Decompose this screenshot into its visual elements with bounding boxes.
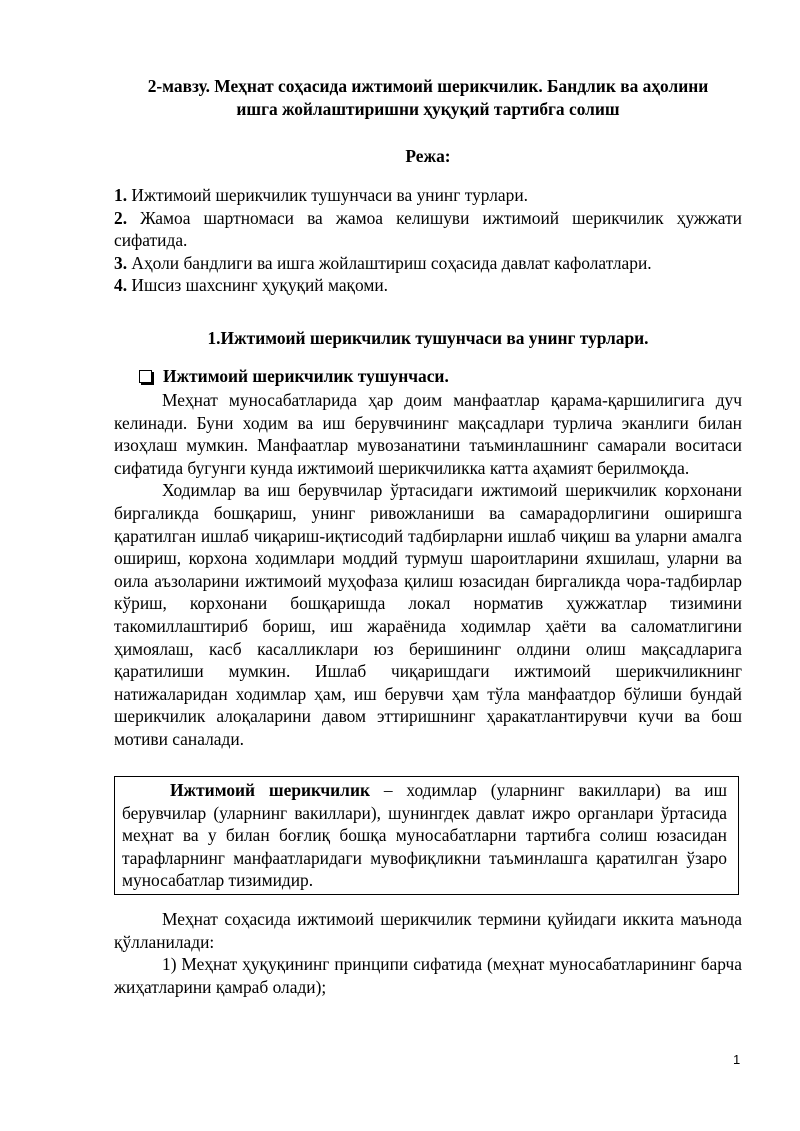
title-line-2: ишга жойлаштиришни ҳуқуқий тартибга солиш: [236, 98, 620, 119]
plan-item-3: [114, 252, 742, 275]
plan-item-number: 1.: [114, 185, 128, 205]
numbered-paragraph: 1) Меҳнат ҳуқуқининг принципи сифатида (меҳнат муносабатларининг барча жиҳатларини қамраб олади);: [114, 954, 742, 997]
subsection-heading: [139, 365, 449, 388]
paragraph: Меҳнат муносабатларида ҳар доим манфаатлар қарама-қаршилигига дуч келинади. Буни ходим ва иш берувчининг мақсадлари турлича эканлиги билан изоҳлаш мумкин. Манфаатлар мувозанатини таъминлашнинг самарали воситаси сифатида бугунги кунда ижтимоий шерикчиликка катта аҳамият берилмоқда.: [114, 390, 742, 478]
section-heading: 1.Ижтимоий шерикчилик тушунчаси ва унинг турлари.: [207, 328, 649, 348]
plan-item-4: [114, 274, 742, 297]
title-line-1: 2-мавзу. Меҳнат соҳасида ижтимоий шерикчилик. Бандлик ва аҳолини: [147, 76, 709, 96]
subsection-heading-text: Ижтимоий шерикчилик тушунчаси.: [163, 366, 449, 386]
definition-text: – ходимлар (уларнинг вакиллари) ва иш берувчилар (уларнинг вакиллари), шунингдек давлат ижро органлари ўртасида меҳнат ва у билан боғлиқ бошқа муносабатларни тартибга солиш юзасидан тарафларнинг манфаатларидаги мувофиқликни таъминлашга қаратилган ўзаро муносабатлар тизимидир.: [122, 780, 727, 891]
plan-list: [114, 184, 742, 297]
section-body: [114, 389, 742, 751]
definition-term: Ижтимоий шерикчилик: [170, 780, 370, 800]
plan-item-text: Ижтимоий шерикчилик тушунчаси ва унинг турлари.: [127, 185, 528, 205]
plan-item-1: [114, 184, 742, 207]
paragraph: Меҳнат соҳасида ижтимоий шерикчилик термини қуйидаги иккита маънода қўлланилади:: [114, 909, 742, 952]
definition-box: [114, 776, 739, 895]
plan-item-number: 4.: [114, 275, 128, 296]
plan-item-number: 2.: [114, 207, 128, 228]
paragraph: Ходимлар ва иш берувчилар ўртасидаги ижтимоий шерикчилик корхонани биргаликда бошқариш, унинг ривожланиши ва самарадорлигини оширишга қаратилган ишлаб чиқариш-иқтисодий тадбирларни ишлаб чиқиш ва уларни амалга ошириш, корхона ходимлари моддий турмуш шароитларини яхшилаш, уларни ва оила аъзоларини ижтимоий муҳофаза қилиш юзасидан биргаликда чора-тадбирлар кўриш, корхонани бошқаришда локал норматив ҳужжатлар тизимини такомиллаштириб бориш, иш жараёнида ходимлар ҳаёти ва саломатлигини ҳимоялаш, касб касалликлари юз беришининг олдини олиш мақсадларига қаратилиши мумкин. Ишлаб чиқаришдаги ижтимоий шерикчиликнинг натижаларидан ходимлар ҳам, иш берувчи ҳам тўла манфаатдор бўлиши бундай шерикчилик алоқаларини давом эттиришнинг ҳаракатлантирувчи кучи ва бош мотиви саналади.: [114, 480, 742, 749]
page-number: 1: [733, 1052, 741, 1067]
plan-item-text: Аҳоли бандлиги ва ишга жойлаштириш соҳасида давлат кафолатлари.: [127, 252, 652, 273]
plan-item-2: [114, 207, 742, 252]
section-body-continued: [114, 908, 742, 998]
plan-item-text: Жамоа шартномаси ва жамоа келишуви ижтимоий шерикчилик ҳужжати сифатида.: [114, 207, 742, 251]
document-title: [114, 75, 742, 120]
checkbox-bullet-icon: [139, 370, 152, 383]
plan-heading: Режа:: [405, 146, 451, 166]
plan-item-number: 3.: [114, 252, 128, 273]
plan-item-text: Ишсиз шахснинг ҳуқуқий мақоми.: [127, 275, 389, 296]
